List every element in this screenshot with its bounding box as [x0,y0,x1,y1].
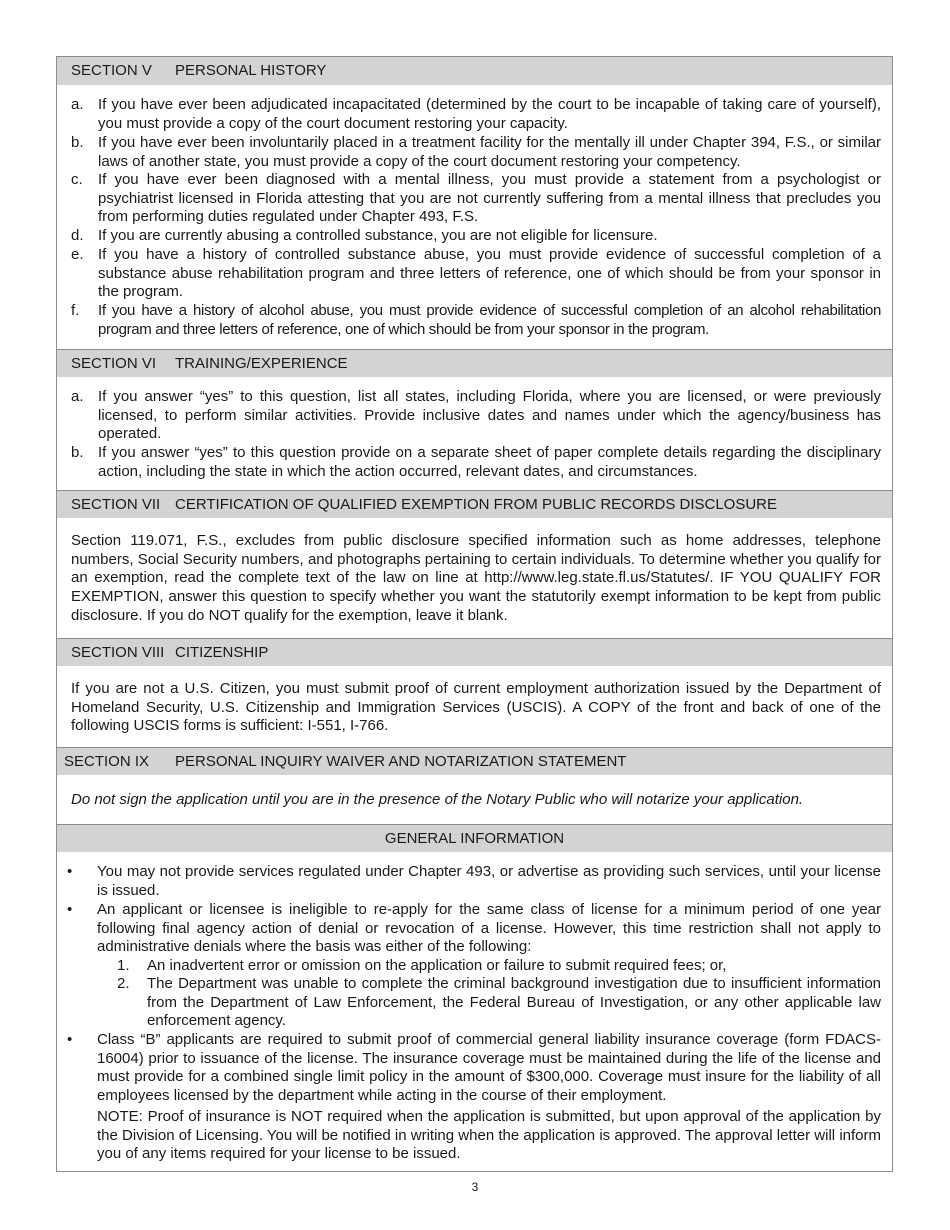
section-viii-text: If you are not a U.S. Citizen, you must submit proof of current employment authorization issued by the Department of Homeland Security, U.S. Citizenship and Immigration Services (USCIS). A COPY of the front and back of one of the following USCIS forms is sufficient: I-551, I-766. [71,680,881,735]
numbered-item: 1. An inadvertent error or omission on the application or failure to submit required fees; or, [117,957,727,974]
general-information-header: GENERAL INFORMATION [57,824,892,852]
bullet-icon: • [67,901,73,918]
form-page [56,56,893,1172]
list-item: • An applicant or licensee is ineligible to re-apply for the same class of license for a minimum period of one year following final agency action of denial or revocation of a license. However, this time restriction shall not apply to administrative denials where the basis was either of the following: [67,901,881,956]
list-item: f. If you have a history of alcohol abuse, you must provide evidence of successful completion of an alcohol rehabilitation program and three letters of reference, one of which should be from your sponsor in the program. [71,302,881,338]
section-viii-header [57,638,892,666]
section-vi-header [57,349,892,377]
section-title: CITIZENSHIP [175,644,269,661]
section-v-header [57,57,892,85]
section-number: SECTION VI [71,355,157,372]
list-item: e. If you have a history of controlled substance abuse, you must provide evidence of successful completion of a substance abuse rehabilitation program and three letters of reference, one of which should be from your sponsor in the program. [71,246,881,301]
section-number: SECTION VII [71,496,161,513]
section-title: PERSONAL HISTORY [175,62,327,79]
section-vii-text: Section 119.071, F.S., excludes from public disclosure specified information such as home addresses, telephone numbers, Social Security numbers, and photographs pertaining to certain individuals. To determine whether you qualify for an exemption, read the complete text of the law on line at http://www.leg.state.fl.us/Statutes/. IF YOU QUALIFY FOR EXEMPTION, answer this question to specify whether you want the statutorily exempt information to be kept from public disclosure. If you do NOT qualify for the exemption, leave it blank. [71,532,881,624]
section-number: SECTION IX [64,753,150,770]
list-item: • You may not provide services regulated under Chapter 493, or advertise as providing such services, until your license is issued. [67,863,881,899]
section-ix-header [57,747,892,775]
list-item: b. If you have ever been involuntarily placed in a treatment facility for the mentally ill under Chapter 394, F.S., or similar laws of another state, you must provide a copy of the court document restoring your competency. [71,134,881,170]
section-title: PERSONAL INQUIRY WAIVER AND NOTARIZATION STATEMENT [175,753,627,770]
list-item: a. If you answer “yes” to this question, list all states, including Florida, where you are licensed, or were previously licensed, to perform similar activities. Provide inclusive dates and names under which the agency/business has operated. [71,388,881,443]
numbered-item: 2. The Department was unable to complete the criminal background investigation due to insufficient information from the Department of Law Enforcement, the Federal Bureau of Investigation, or any other applicable law enforcement agency. [117,975,881,1030]
bullet-icon: • [67,1031,73,1048]
section-vii-header [57,490,892,518]
section-number: SECTION VIII [71,644,165,661]
section-number: SECTION V [71,62,152,79]
list-item: a. If you have ever been adjudicated incapacitated (determined by the court to be incapable of taking care of yourself), you must provide a copy of the court document restoring your capacity. [71,96,881,132]
list-item: b. If you answer “yes” to this question provide on a separate sheet of paper complete details regarding the disciplinary action, including the state in which the action occurred, relevant dates, and circumstances. [71,444,881,480]
insurance-note: NOTE: Proof of insurance is NOT required when the application is submitted, but upon approval of the application by the Division of Licensing. You will be notified in writing when the application is approved. The approval letter will inform you of any items required for your license to be issued. [97,1108,881,1163]
list-item: c. If you have ever been diagnosed with a mental illness, you must provide a statement from a psychologist or psychiatrist licensed in Florida attesting that you are not currently suffering from a mental illness that precludes you from performing duties regulated under Chapter 493, F.S. [71,171,881,226]
notary-instruction: Do not sign the application until you are in the presence of the Notary Public who will notarize your application. [71,791,804,808]
section-title: CERTIFICATION OF QUALIFIED EXEMPTION FROM PUBLIC RECORDS DISCLOSURE [175,496,778,513]
list-item: • Class “B” applicants are required to submit proof of commercial general liability insurance coverage (form FDACS-16004) prior to issuance of the license. The insurance coverage must be maintained during the life of the license and must provide for a combined single limit policy in the amount of $300,000. Coverage must insure for the liability of all employees licensed by the department while acting in the course of their employment. [67,1031,881,1105]
bullet-icon: • [67,863,73,880]
section-title: TRAINING/EXPERIENCE [175,355,348,372]
list-item: d. If you are currently abusing a controlled substance, you are not eligible for licensure. [71,227,658,244]
page-number: 3 [471,1180,479,1194]
